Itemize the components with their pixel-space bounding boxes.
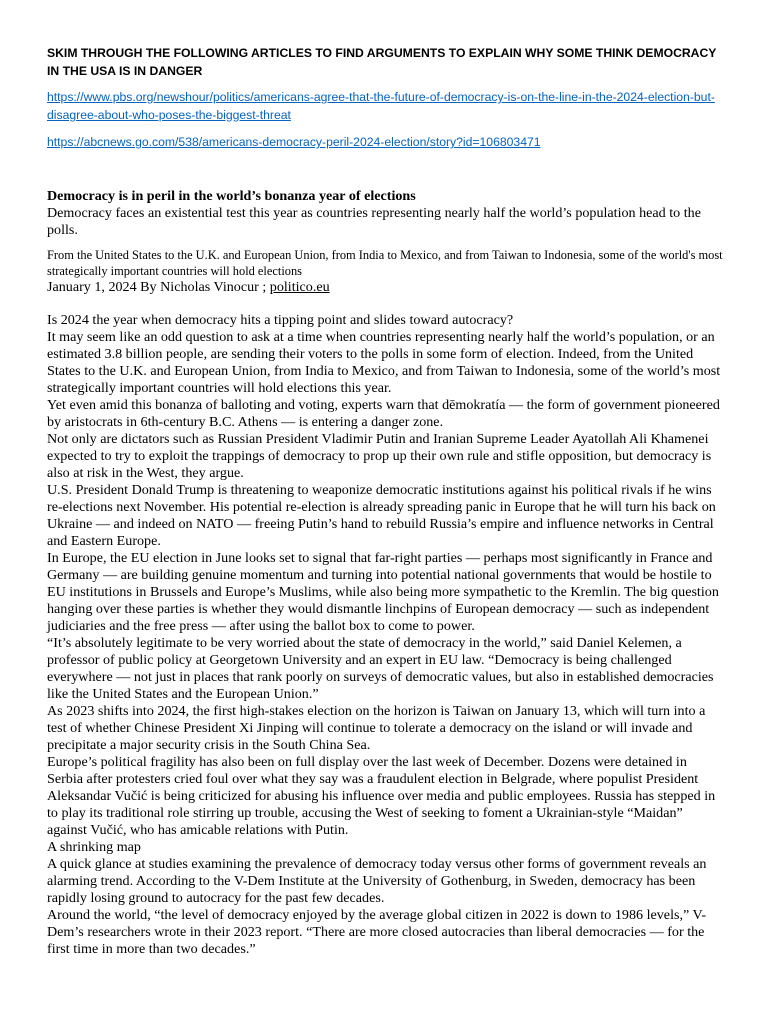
- article-title: Democracy is in peril in the world’s bonanza year of elections: [47, 188, 416, 204]
- assignment-instruction: SKIM THROUGH THE FOLLOWING ARTICLES TO FIND ARGUMENTS TO EXPLAIN WHY SOME THINK DEMOCRACY IN THE USA IS IN DANGER: [47, 46, 717, 78]
- paragraph: Around the world, “the level of democracy enjoyed by the average global citizen in 2022 is down to 1986 levels,” V-Dem’s researchers wrote in their 2023 report. “There are more closed autocracies than liberal democracies — for the first time in more than two decades.”: [47, 907, 707, 957]
- paragraph: Yet even amid this bonanza of balloting and voting, experts warn that dēmokratía — the form of government pioneered by aristocrats in 6th-century B.C. Athens — is entering a danger zone.: [47, 397, 720, 430]
- politico-article: [47, 188, 723, 958]
- paragraph: Not only are dictators such as Russian President Vladimir Putin and Iranian Supreme Leader Ayatollah Ali Khamenei expected to try to exploit the trappings of democracy to prop up their own rule and stifle opposition, but democracy is also at risk in the West, they argue.: [47, 431, 712, 481]
- paragraph: “It’s absolutely legitimate to be very worried about the state of democracy in the world,” said Daniel Kelemen, a professor of public policy at Georgetown University and an expert in EU law. “Democracy is being challenged everywhere — not just in places that rank poorly on surveys of democratic values, but also in established democracies like the United States and the European Union.”: [47, 635, 714, 702]
- article-body: [47, 312, 723, 958]
- section-heading: A shrinking map: [47, 839, 141, 855]
- byline-text: January 1, 2024 By Nicholas Vinocur ;: [47, 279, 270, 295]
- article-teaser: From the United States to the U.K. and European Union, from India to Mexico, and from Taiwan to Indonesia, some of the world's most strategically important countries will hold elections: [47, 248, 723, 278]
- paragraph: A quick glance at studies examining the prevalence of democracy today versus other forms of government reveals an alarming trend. According to the V-Dem Institute at the University of Gothenburg, in Sweden, democracy has been rapidly losing ground to autocracy for the past few decades.: [47, 856, 707, 906]
- paragraph: As 2023 shifts into 2024, the first high-stakes election on the horizon is Taiwan on January 13, which will turn into a test of whether Chinese President Xi Jinping will continue to tolerate a democracy on the island or will invade and precipitate a major security crisis in the South China Sea.: [47, 703, 706, 753]
- abc-article-link[interactable]: https://abcnews.go.com/538/americans-democracy-peril-2024-election/story?id=106803471: [47, 135, 541, 149]
- paragraph: Europe’s political fragility has also been on full display over the last week of December. Dozens were detained in Serbia after protesters cried foul over what they say was a fraudulent election in Belgrade, where populist President Aleksandar Vučić is being criticized for abusing his influence over media and public employees. Russia has stepped in to play its traditional role stirring up trouble, accusing the West of seeking to foment a Ukrainian-style “Maidan” against Vučić, who has amicable relations with Putin.: [47, 754, 716, 838]
- paragraph: U.S. President Donald Trump is threatening to weaponize democratic institutions against his political rivals if he wins re-elections next November. His potential re-election is already spreading panic in Europe that he will turn his back on Ukraine — and indeed on NATO — freeing Putin’s hand to rebuild Russia’s empire and influence networks in Central and Eastern Europe.: [47, 482, 716, 549]
- paragraph: Is 2024 the year when democracy hits a tipping point and slides toward autocracy?: [47, 312, 514, 328]
- source-link[interactable]: politico.eu: [269, 279, 330, 295]
- paragraph: In Europe, the EU election in June looks set to signal that far-right parties — perhaps most significantly in France and Germany — are building genuine momentum and turning into potential national governments that would be hostile to EU institutions in Brussels and Europe’s Muslims, while also being more sympathetic to the Kremlin. The big question hanging over these parties is whether they would dismantle linchpins of European democracy — such as independent judiciaries and the free press — after using the ballot box to come to power.: [47, 550, 719, 634]
- article-subtitle: Democracy faces an existential test this year as countries representing nearly half the world’s population head to the polls.: [47, 205, 701, 238]
- paragraph: It may seem like an odd question to ask at a time when countries representing nearly half the world’s population, or an estimated 3.8 billion people, are sending their voters to the polls in some form of election. Indeed, from the United States to the U.K. and European Union, from India to Mexico, and from Taiwan to Indonesia, some of the world’s most strategically important countries will hold elections this year.: [47, 329, 721, 396]
- pbs-article-link[interactable]: https://www.pbs.org/newshour/politics/americans-agree-that-the-future-of-democracy-is-on-the-line-in-the-2024-election-but-disagree-about-who-poses-the-biggest-threat: [47, 90, 715, 122]
- article-byline: [47, 279, 723, 296]
